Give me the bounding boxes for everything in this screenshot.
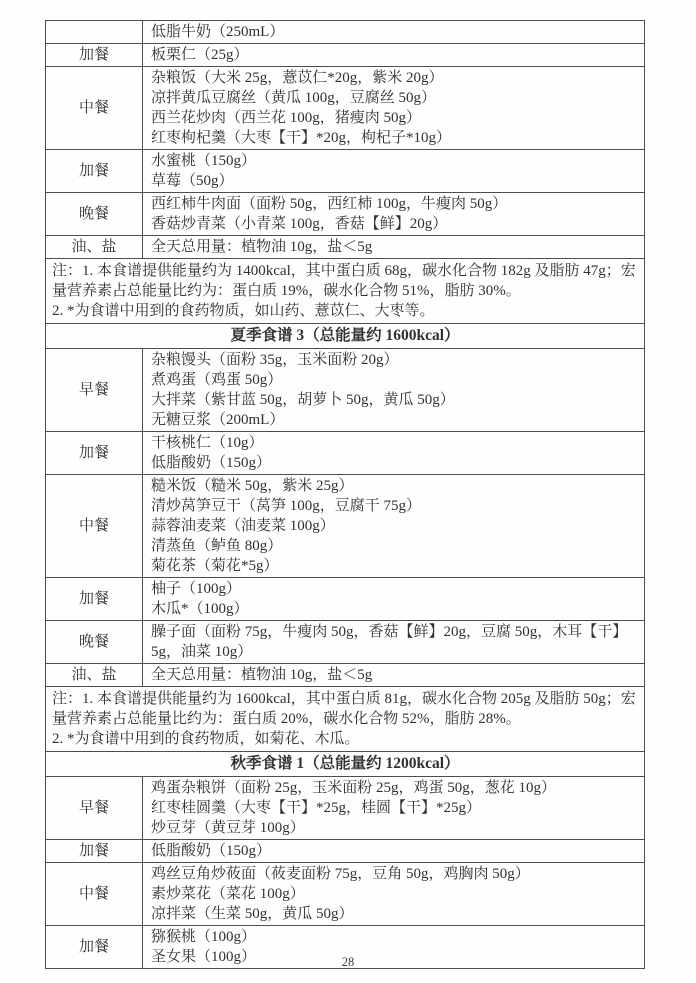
meal-label: 加餐 xyxy=(46,578,143,620)
note xyxy=(46,686,644,751)
note xyxy=(46,258,644,323)
dish-item: 香菇炒青菜（小青菜 100g，香菇【鲜】20g） xyxy=(151,216,448,232)
dish-list xyxy=(143,621,644,663)
dish-item: 鸡丝豆角炒莜面（莜麦面粉 75g，豆角 50g，鸡胸肉 50g） xyxy=(151,866,530,882)
table-row xyxy=(46,192,644,235)
dish-item: 鸡蛋杂粮饼（面粉 25g，玉米面粉 25g，鸡蛋 50g，葱花 10g） xyxy=(151,780,557,796)
table-row xyxy=(46,431,644,474)
meal-label: 早餐 xyxy=(46,349,143,431)
meal-label: 加餐 xyxy=(46,150,143,192)
table-row xyxy=(46,235,644,258)
dish-item: 草莓（50g） xyxy=(151,173,234,189)
page-number: 28 xyxy=(341,955,355,969)
table-row xyxy=(46,663,644,686)
dish-item: 杂粮馒头（面粉 35g，玉米面粉 20g） xyxy=(151,352,399,368)
dish-item: 低脂牛奶（250mL） xyxy=(151,24,285,40)
dish-list xyxy=(143,21,644,43)
meal-label: 加餐 xyxy=(46,432,143,474)
table-row xyxy=(46,577,644,620)
table-row xyxy=(46,348,644,431)
dish-item: 全天总用量：植物油 10g，盐＜5g xyxy=(151,239,373,255)
dish-item: 糙米饭（糙米 50g，紫米 25g） xyxy=(151,478,354,494)
note-line: 注：1. 本食谱提供能量约为 1400kcal，其中蛋白质 68g，碳水化合物 182g 及脂肪 47g；宏量营养素占总能量比约为：蛋白质 19%，碳水化合物 51%，脂肪 30%。 xyxy=(52,263,636,299)
dish-list xyxy=(143,349,644,431)
dish-list xyxy=(143,475,644,577)
meal-label: 中餐 xyxy=(46,863,143,925)
dish-item: 素炒菜花（菜花 100g） xyxy=(151,886,305,902)
dish-item: 西红柿牛肉面（面粉 50g，西红柿 100g，牛瘦肉 50g） xyxy=(151,196,508,212)
note-line: 2. *为食谱中用到的食药物质，如菊花、木瓜。 xyxy=(52,731,360,747)
dish-item: 红枣枸杞羹（大枣【干】*20g，枸杞子*10g） xyxy=(151,130,452,146)
dish-item: 杂粮饭（大米 25g，薏苡仁*20g，紫米 20g） xyxy=(151,70,444,86)
dish-item: 清蒸鱼（鲈鱼 80g） xyxy=(151,538,283,554)
dish-item: 西兰花炒肉（西兰花 100g，猪瘦肉 50g） xyxy=(151,110,422,126)
dish-item: 炒豆芽（黄豆芽 100g） xyxy=(151,820,305,836)
table-row xyxy=(46,839,644,862)
table-row xyxy=(46,620,644,663)
meal-label: 加餐 xyxy=(46,44,143,66)
dish-list xyxy=(143,193,644,235)
meal-label: 油、盐 xyxy=(46,664,143,686)
dish-list xyxy=(143,236,644,258)
dish-item: 无糖豆浆（200mL） xyxy=(151,412,285,428)
meal-label: 早餐 xyxy=(46,777,143,839)
dish-list xyxy=(143,44,644,66)
meal-label: 晚餐 xyxy=(46,621,143,663)
note-line: 注：1. 本食谱提供能量约为 1600kcal，其中蛋白质 81g，碳水化合物 205g 及脂肪 50g；宏量营养素占总能量比约为：蛋白质 20%，碳水化合物 52%，脂肪 28%。 xyxy=(52,691,636,727)
dish-list xyxy=(143,840,644,862)
table-row xyxy=(46,474,644,577)
dish-item: 臊子面（面粉 75g，牛瘦肉 50g，香菇【鲜】20g，豆腐 50g，木耳【干】5g，油菜 10g） xyxy=(151,624,628,660)
table-row xyxy=(46,43,644,66)
dish-item: 木瓜*（100g） xyxy=(151,601,249,617)
meal-label: 晚餐 xyxy=(46,193,143,235)
dish-list xyxy=(143,432,644,474)
dish-item: 凉拌菜（生菜 50g，黄瓜 50g） xyxy=(151,906,354,922)
meal-label: 中餐 xyxy=(46,67,143,149)
note-line: 2. *为食谱中用到的食药物质，如山药、薏苡仁、大枣等。 xyxy=(52,303,435,319)
dish-list xyxy=(143,777,644,839)
dish-item: 蒜蓉油麦菜（油麦菜 100g） xyxy=(151,518,335,534)
dish-item: 圣女果（100g） xyxy=(151,949,257,965)
table-row xyxy=(46,66,644,149)
dish-item: 全天总用量：植物油 10g，盐＜5g xyxy=(151,667,373,683)
dish-item: 猕猴桃（100g） xyxy=(151,929,257,945)
dish-list xyxy=(143,664,644,686)
dish-list xyxy=(143,863,644,925)
meal-label: 中餐 xyxy=(46,475,143,577)
meal-label: 加餐 xyxy=(46,840,143,862)
dish-item: 大拌菜（紫甘蓝 50g，胡萝卜 50g，黄瓜 50g） xyxy=(151,392,455,408)
table-row xyxy=(46,21,644,43)
dish-item: 柚子（100g） xyxy=(151,581,242,597)
dish-item: 板栗仁（25g） xyxy=(151,47,249,63)
dish-item: 水蜜桃（150g） xyxy=(151,153,257,169)
meal-label: 油、盐 xyxy=(46,236,143,258)
meal-label: 加餐 xyxy=(46,926,143,968)
dish-item: 清炒莴笋豆干（莴笋 100g，豆腐干 75g） xyxy=(151,498,422,514)
dish-list xyxy=(143,578,644,620)
dish-item: 红枣桂圆羹（大枣【干】*25g，桂圆【干】*25g） xyxy=(151,800,482,816)
dish-item: 低脂酸奶（150g） xyxy=(151,455,272,471)
table-row xyxy=(46,776,644,839)
dish-item: 菊花茶（菊花*5g） xyxy=(151,558,279,574)
dish-item: 干核桃仁（10g） xyxy=(151,435,264,451)
dish-list xyxy=(143,67,644,149)
dish-item: 凉拌黄瓜豆腐丝（黄瓜 100g，豆腐丝 50g） xyxy=(151,90,437,106)
meal-plan-table xyxy=(45,20,645,969)
table-row xyxy=(46,149,644,192)
meal-label xyxy=(46,21,143,43)
dish-item: 低脂酸奶（150g） xyxy=(151,843,272,859)
dish-item: 煮鸡蛋（鸡蛋 50g） xyxy=(151,372,283,388)
dish-list xyxy=(143,150,644,192)
section-header: 夏季食谱 3（总能量约 1600kcal） xyxy=(46,323,644,348)
section-header: 秋季食谱 1（总能量约 1200kcal） xyxy=(46,751,644,776)
table-row xyxy=(46,862,644,925)
